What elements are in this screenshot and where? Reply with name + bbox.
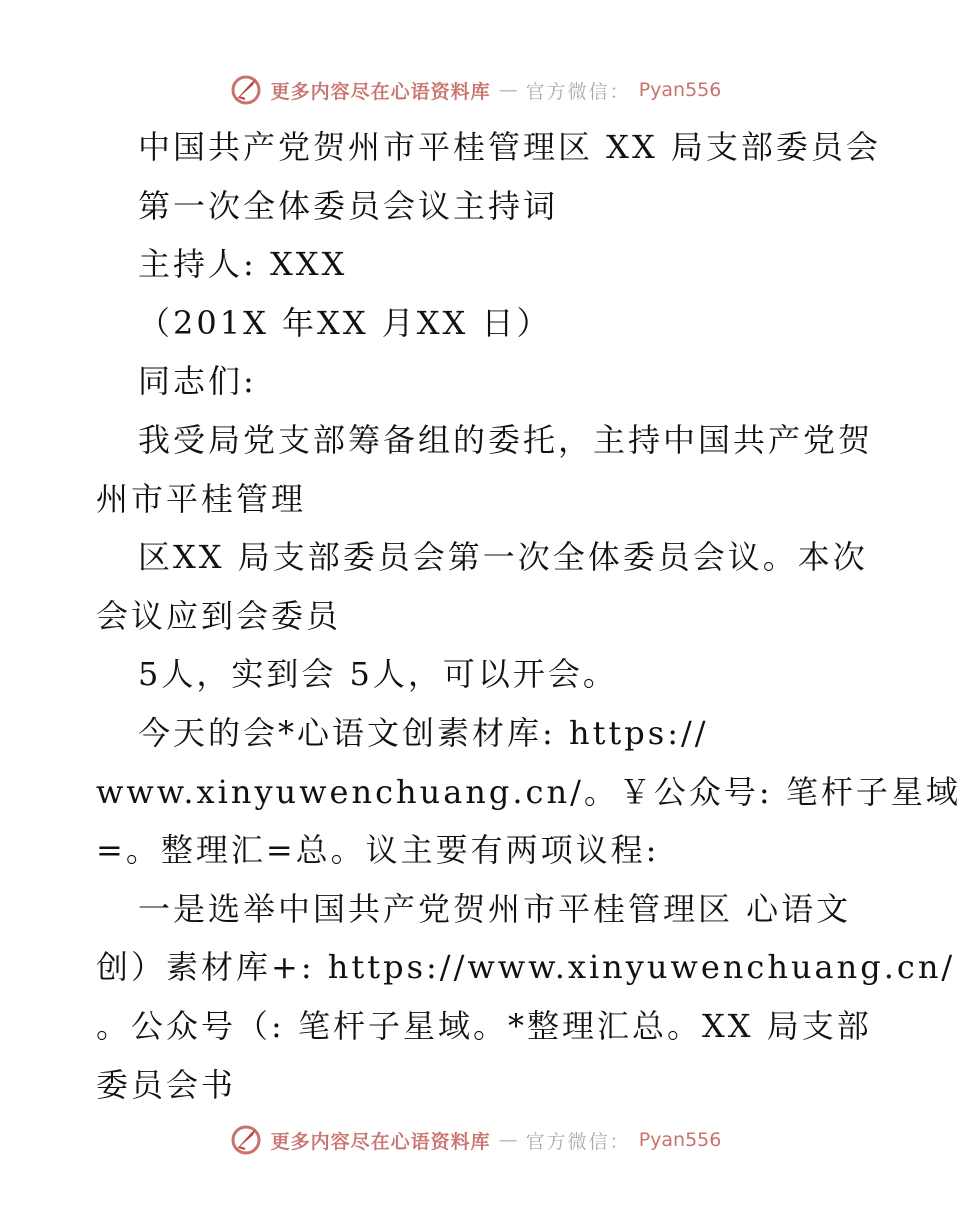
document-title-line-1: 中国共产党贺州市平桂管理区 XX 局支部委员会 [138,128,881,166]
paragraph-line: 区XX 局支部委员会第一次全体委员会议。本次 [138,538,868,577]
date-line: （201X 年XX 月XX 日） [138,303,552,342]
paragraph-line: 5人，实到会 5人，可以开会。 [138,655,618,694]
feather-pen-circle-icon [229,73,263,107]
paragraph-line: 今天的会*心语文创素材库: https:// [138,713,709,752]
feather-pen-circle-icon [229,1123,263,1157]
host-line: 主持人: XXX [138,245,348,284]
paragraph-line: 州市平桂管理 [96,479,307,518]
watermark-official-text: 官方微信： [525,80,631,103]
paragraph-line: 会议应到会委员 [96,596,342,635]
paragraph-line: 。公众号（: 笔杆子星域。*整理汇总。XX 局支部 [96,1006,872,1045]
paragraph-line: 我受局党支部筹备组的委托，主持中国共产党贺 [138,420,874,459]
watermark-separator: — [498,79,518,101]
paragraph-line: 一是选举中国共产党贺州市平桂管理区 心语文 [138,889,852,928]
watermark-wechat-id: Pyan556 [638,1129,722,1151]
paragraph-line: www.xinyuwenchuang.cn/。￥公众号: 笔杆子星域 [96,772,961,811]
watermark-official-text: 官方微信： [525,1130,631,1153]
watermark-wechat-id: Pyan556 [638,79,722,101]
document-title-line-2: 第一次全体委员会议主持词 [138,186,559,225]
document-body [96,118,961,1114]
paragraph-line: =。整理汇=总。议主要有两项议程: [96,831,660,870]
paragraph-line: 委员会书 [96,1065,237,1104]
paragraph-line: 创）素材库+: https://www.xinyuwenchuang.cn/ [96,948,956,987]
watermark-brand-text: 更多内容尽在心语资料库 [270,80,491,103]
top-watermark [0,70,950,110]
watermark-brand-text: 更多内容尽在心语资料库 [270,1130,491,1153]
bottom-watermark [0,1120,950,1160]
watermark-separator: — [498,1129,518,1151]
salutation-line: 同志们: [138,362,257,401]
